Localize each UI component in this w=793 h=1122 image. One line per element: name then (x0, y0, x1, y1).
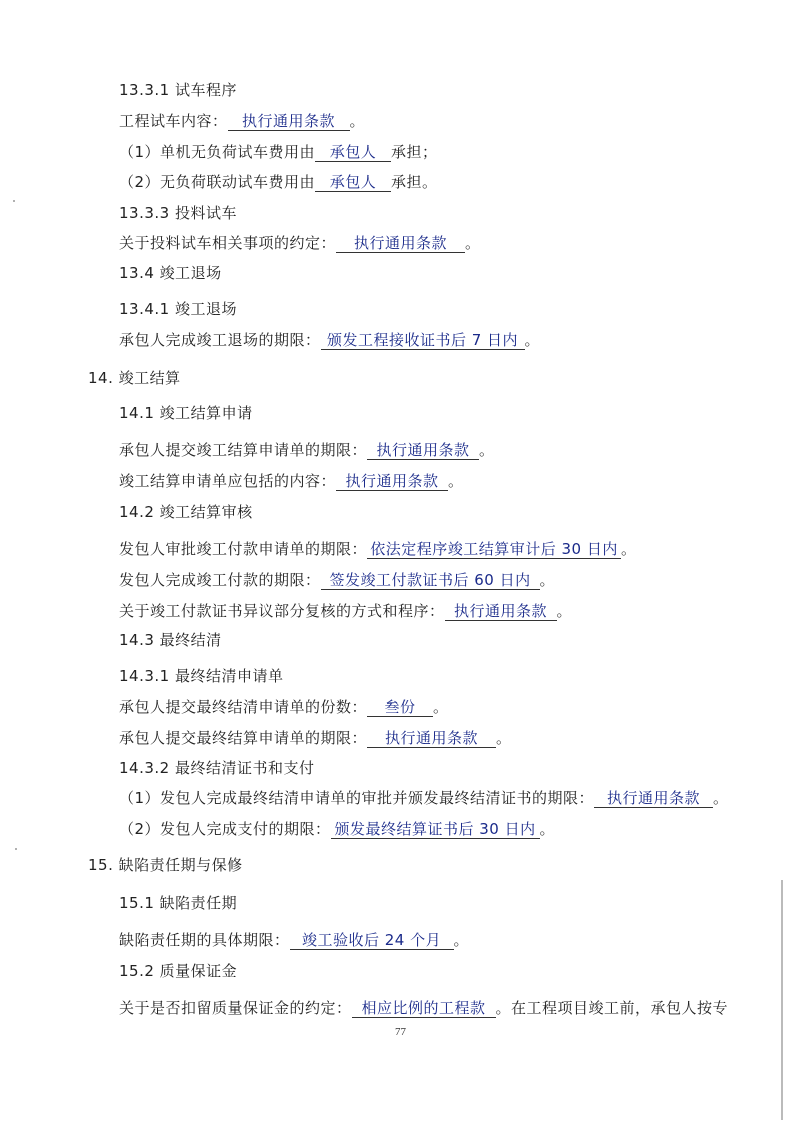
heading-15-2 (119, 961, 237, 981)
line-suffix: 。 (556, 602, 573, 620)
line-suffix: 。 (496, 729, 512, 747)
clause-material-test-run (119, 233, 481, 253)
filled-value: 叁份 (367, 698, 433, 717)
line-text: 关于竣工付款证书异议部分复核的方式和程序： (119, 602, 445, 620)
line-text: 发包人审批竣工付款申请单的期限： (119, 540, 368, 558)
line-suffix: 。在工程项目竣工前，承包人按专 (495, 999, 729, 1017)
clause-exit-deadline (119, 330, 540, 350)
heading-13-3-3 (119, 203, 237, 223)
line-suffix: 。 (433, 698, 449, 716)
filled-value: 执行通用条款 (336, 472, 448, 491)
line-text: 13.4 竣工退场 (119, 264, 222, 282)
line-text: （2）发包人完成支付的期限： (119, 820, 331, 838)
filled-value: 竣工验收后 24 个月 (290, 931, 454, 950)
line-text: 承包人完成竣工退场的期限： (119, 331, 321, 349)
line-text: 14.3.1 最终结清申请单 (119, 667, 284, 685)
filled-value: 执行通用条款 (594, 789, 713, 808)
heading-14-3-2 (119, 758, 314, 778)
line-suffix: 。 (524, 331, 541, 349)
line-text: 关于是否扣留质量保证金的约定： (119, 999, 352, 1017)
heading-13-4 (119, 263, 222, 283)
line-text: 13.4.1 竣工退场 (119, 300, 237, 318)
heading-14-1 (119, 403, 253, 423)
scan-edge-shadow (781, 880, 783, 1120)
heading-15-1 (119, 893, 237, 913)
line-text: 15.2 质量保证金 (119, 962, 238, 980)
filled-value: 执行通用条款 (367, 441, 479, 460)
line-text: 14.2 竣工结算审核 (119, 503, 253, 521)
line-text: 14.1 竣工结算申请 (119, 404, 253, 422)
clause-final-settlement-deadline (119, 728, 512, 748)
line-suffix: 承担。 (391, 173, 438, 191)
filled-value: 承包人 (315, 173, 391, 192)
clause-settlement-application-deadline (119, 440, 495, 460)
heading-14-3 (119, 630, 222, 650)
line-suffix: 。 (621, 540, 637, 558)
clause-final-payment-deadline (119, 819, 555, 839)
filled-value: 承包人 (315, 143, 391, 162)
filled-value: 执行通用条款 (367, 729, 496, 748)
filled-value: 执行通用条款 (336, 234, 465, 253)
filled-value: 执行通用条款 (228, 112, 350, 131)
line-text: 工程试车内容： (119, 112, 228, 130)
clause-payment-approval-deadline (119, 539, 637, 559)
line-suffix: 。 (448, 472, 464, 490)
clause-linked-test-cost (119, 172, 438, 192)
scan-speck (13, 200, 15, 202)
line-text: 15.1 缺陷责任期 (119, 894, 238, 912)
line-suffix: 。 (453, 931, 470, 949)
line-suffix: 。 (465, 234, 481, 252)
line-text: 14.3 最终结清 (119, 631, 222, 649)
heading-14-2 (119, 502, 253, 522)
line-text: 缺陷责任期的具体期限： (119, 931, 290, 949)
line-text: 承包人提交最终结算申请单的期限： (119, 729, 368, 747)
line-suffix: 承担； (391, 143, 438, 161)
clause-final-certificate-deadline (119, 788, 729, 808)
line-text: 竣工结算申请单应包括的内容： (119, 472, 337, 490)
filled-value: 签发竣工付款证书后 60 日内 (321, 571, 540, 590)
clause-single-machine-test-cost (119, 142, 438, 162)
line-text: 承包人提交最终结清申请单的份数： (119, 698, 368, 716)
line-text: 关于投料试车相关事项的约定： (119, 234, 337, 252)
clause-payment-completion-deadline (119, 570, 555, 590)
heading-15 (88, 855, 243, 875)
heading-13-4-1 (119, 299, 237, 319)
line-text: （1）单机无负荷试车费用由 (119, 143, 316, 161)
clause-defect-liability-period (119, 930, 469, 950)
clause-settlement-application-contents (119, 471, 464, 491)
line-suffix: 。 (539, 820, 556, 838)
filled-value: 执行通用条款 (445, 602, 557, 621)
filled-value: 相应比例的工程款 (352, 999, 496, 1018)
clause-quality-deposit (119, 998, 728, 1018)
line-text: （1）发包人完成最终结清申请单的审批并颁发最终结清证书的期限： (119, 789, 595, 807)
line-text: 14.3.2 最终结清证书和支付 (119, 759, 315, 777)
heading-14-3-1 (119, 666, 283, 686)
filled-value: 颁发工程接收证书后 7 日内 (321, 331, 525, 350)
heading-14 (88, 368, 181, 388)
clause-final-settlement-copies (119, 697, 449, 717)
clause-commissioning-content (119, 111, 365, 131)
scan-speck (15, 848, 17, 850)
filled-value: 颁发最终结算证书后 30 日内 (331, 820, 540, 839)
line-text: （2）无负荷联动试车费用由 (119, 173, 316, 191)
line-suffix: 。 (539, 571, 556, 589)
line-text: 承包人提交竣工结算申请单的期限： (119, 441, 368, 459)
clause-certificate-objection-review (119, 601, 572, 621)
line-text: 14. 竣工结算 (88, 369, 181, 387)
line-suffix: 。 (479, 441, 495, 459)
line-suffix: 。 (713, 789, 729, 807)
line-text: 13.3.1 试车程序 (119, 81, 237, 99)
line-text: 13.3.3 投料试车 (119, 204, 237, 222)
line-suffix: 。 (349, 112, 366, 130)
heading-13-3-1 (119, 80, 237, 100)
line-text: 15. 缺陷责任期与保修 (88, 856, 243, 874)
filled-value: 依法定程序竣工结算审计后 30 日内 (367, 540, 621, 559)
page-number: 77 (395, 1026, 406, 1038)
line-text: 发包人完成竣工付款的期限： (119, 571, 321, 589)
